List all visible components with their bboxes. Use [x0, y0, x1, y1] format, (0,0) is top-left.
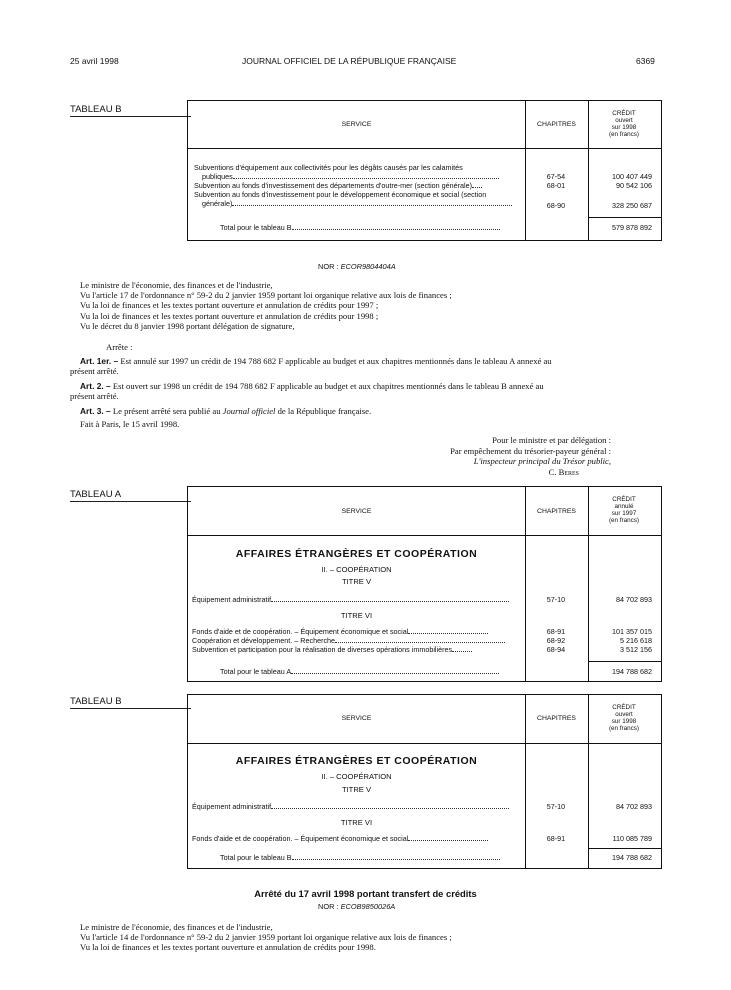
total-separator: [588, 848, 661, 849]
visas-block: [80, 280, 680, 331]
table-row: [192, 834, 520, 843]
fait-line: Fait à Paris, le 15 avril 1998.: [80, 419, 180, 429]
credit-head-line: CRÉDIT: [612, 496, 636, 503]
col-chapitres-head: CHAPITRES: [537, 715, 576, 722]
row-amount: 110 085 789: [612, 834, 652, 843]
credit-head-line: (en francs): [608, 725, 640, 732]
total-amount: 579 878 892: [612, 223, 652, 232]
total-label: Total pour le tableau B: [220, 223, 292, 232]
row-chapitre: 68-94: [546, 645, 566, 654]
article-label: Art. 3. –: [80, 406, 111, 416]
total-label: Total pour le tableau A: [220, 667, 292, 676]
section-title: II. – COOPÉRATION: [321, 565, 392, 574]
visa-line: Vu la loi de finances et les textes portant ouverture et annulation de crédits pour 1997 ;: [80, 300, 379, 311]
table-label-underline: [70, 708, 191, 709]
row-text: Subvention au fonds d'investissement des départements d'outre-mer (section générale): [194, 181, 473, 190]
signature-name: C. Beres: [548, 466, 579, 477]
article-2: [70, 381, 682, 401]
table-row: [194, 181, 522, 190]
signature-block: [450, 435, 611, 477]
header-date: 25 avril 1998: [70, 56, 119, 66]
row-chapitre: 57-10: [546, 802, 566, 811]
visa-line: Vu la loi de finances et les textes portant ouverture et annulation de crédits pour 1998.: [80, 942, 376, 953]
visa-line: Vu le décret du 8 janvier 1998 portant délégation de signature,: [80, 320, 295, 331]
row-chapitre: 68-91: [546, 834, 566, 843]
table-label-underline: [70, 116, 191, 117]
header-separator: [188, 743, 661, 744]
total-label: Total pour le tableau B: [220, 853, 292, 862]
visa-line: Vu l'article 14 de l'ordonnance n° 59-2 du 2 janvier 1959 portant loi organique relative aux lois de finances ;: [80, 932, 452, 943]
credit-head-line: (en francs): [608, 131, 640, 138]
table-b-second: [187, 694, 662, 869]
total-row: [220, 223, 520, 232]
row-amount: 84 702 893: [616, 595, 652, 604]
credit-head-line: ouvert: [615, 117, 633, 124]
arrete-line: Arrête :: [106, 342, 133, 352]
titre-v: TITRE V: [341, 785, 372, 794]
row-amount: 84 702 893: [616, 802, 652, 811]
table-row: [192, 595, 520, 604]
row-amount: 5 216 618: [620, 636, 652, 645]
leader-dots: [233, 178, 499, 179]
row-text: Équipement administratif: [192, 595, 272, 604]
leader-dots: [291, 673, 499, 674]
table-label-underline: [70, 501, 191, 502]
titre-vi: TITRE VI: [340, 818, 373, 827]
total-row: [220, 853, 520, 862]
titre-v: TITRE V: [341, 577, 372, 586]
row-text: Coopération et développement. – Recherche: [192, 636, 336, 645]
section-title: II. – COOPÉRATION: [321, 772, 392, 781]
col-credit-head: [588, 704, 660, 732]
row-chapitre: 68-91: [546, 627, 566, 636]
page-number: 6369: [636, 56, 655, 66]
table-row: [192, 645, 520, 654]
article-italic: Journal officiel: [222, 406, 276, 416]
row-amount: 100 407 449: [612, 172, 652, 181]
nor-prefix: NOR :: [318, 262, 339, 271]
visas-block: [80, 922, 680, 953]
signature-line: Par empêchement du trésorier-payeur général :: [450, 445, 611, 456]
visa-line: Vu l'article 17 de l'ordonnance n° 59-2 du 2 janvier 1959 portant loi organique relative aux lois de finances ;: [80, 290, 452, 301]
ministry-title: AFFAIRES ÉTRANGÈRES ET COOPÉRATION: [235, 548, 478, 560]
row-text: Équipement administratif: [192, 802, 272, 811]
article-1: [70, 356, 682, 376]
row-chapitre: 68-01: [546, 181, 566, 190]
article-text: Est ouvert sur 1998 un crédit de 194 788 682 F applicable au budget et aux chapitres mentionnés dans le tableau B annexé au: [112, 381, 544, 391]
article-text: présent arrêté.: [70, 366, 119, 377]
article-text: Le présent arrêté sera publié au: [112, 406, 221, 416]
credit-head-line: sur 1998: [611, 124, 637, 131]
table-row: [192, 802, 520, 811]
row-chapitre: 57-10: [546, 595, 566, 604]
article-text: de la République française.: [277, 406, 372, 416]
row-amount: 101 357 015: [612, 627, 652, 636]
total-row: [220, 667, 520, 676]
leader-dots: [472, 187, 482, 188]
col-service-head: SERVICE: [341, 715, 372, 722]
table-b-label: TABLEAU B: [70, 696, 122, 707]
col-chapitres-head: CHAPITRES: [537, 121, 576, 128]
table-b-first: [187, 100, 662, 241]
nor-code: ECOR9804404A: [340, 262, 396, 271]
total-separator: [588, 661, 661, 662]
nor-reference: [318, 262, 396, 271]
table-row: Subvention au fonds d'investissement pour le développement économique et social (section: [194, 190, 487, 199]
credit-head-line: (en francs): [608, 517, 640, 524]
visa-line: Le ministre de l'économie, des finances et de l'industrie,: [80, 922, 273, 932]
row-text: Subvention et participation pour la réalisation de diverses opérations immobilières: [192, 645, 453, 654]
credit-head-line: ouvert: [615, 711, 633, 718]
signature-line: L'inspecteur principal du Trésor public,: [473, 456, 611, 466]
decree-title: Arrêté du 17 avril 1998 portant transfert de crédits: [254, 888, 477, 899]
header-separator: [188, 148, 661, 149]
row-text: générale): [202, 199, 233, 208]
row-text: publiques: [202, 172, 233, 181]
row-amount: 3 512 156: [620, 645, 652, 654]
table-row: [192, 636, 520, 645]
table-row: [202, 172, 520, 181]
header-separator: [188, 535, 661, 536]
total-amount: 194 788 682: [612, 667, 652, 676]
nor-reference: [318, 902, 395, 911]
col-credit-head: [588, 496, 660, 524]
credit-head-line: annulé: [614, 503, 634, 510]
table-row: [202, 199, 520, 208]
leader-dots: [292, 229, 500, 230]
credit-head-line: CRÉDIT: [612, 704, 636, 711]
leader-dots: [271, 601, 509, 602]
visa-line: Vu la loi de finances et les textes portant ouverture et annulation de crédits pour 1998 ;: [80, 310, 379, 321]
table-a-label: TABLEAU A: [70, 489, 122, 500]
table-row: [192, 627, 520, 636]
row-chapitre: 68-92: [546, 636, 566, 645]
leader-dots: [408, 840, 488, 841]
nor-prefix: NOR :: [318, 902, 339, 911]
article-3: [70, 406, 682, 416]
article-label: Art. 2. –: [80, 381, 111, 391]
row-chapitre: 68-90: [546, 201, 566, 210]
table-a: [187, 486, 662, 682]
article-text: Est annulé sur 1997 un crédit de 194 788 682 F applicable au budget et aux chapitres mentionnés dans le tableau A annexé au: [120, 356, 552, 366]
row-amount: 328 250 687: [612, 201, 652, 210]
col-service-head: SERVICE: [341, 508, 372, 515]
visa-line: Le ministre de l'économie, des finances et de l'industrie,: [80, 280, 273, 290]
col-chapitres-head: CHAPITRES: [537, 508, 576, 515]
article-text: présent arrêté.: [70, 391, 119, 402]
col-service-head: SERVICE: [341, 121, 372, 128]
credit-head-line: sur 1998: [611, 718, 637, 725]
total-separator: [588, 217, 661, 218]
leader-dots: [452, 651, 472, 652]
row-text: Fonds d'aide et de coopération. – Équipement économique et social: [192, 834, 409, 843]
leader-dots: [335, 642, 505, 643]
credit-head-line: CRÉDIT: [612, 110, 636, 117]
row-chapitre: 67-54: [546, 172, 566, 181]
signature-line: Pour le ministre et par délégation :: [492, 435, 611, 445]
leader-dots: [408, 633, 488, 634]
leader-dots: [292, 859, 500, 860]
row-amount: 90 542 106: [616, 181, 652, 190]
table-b-label: TABLEAU B: [70, 104, 122, 115]
col-credit-head: [588, 110, 660, 138]
total-amount: 194 788 682: [612, 853, 652, 862]
header-title: JOURNAL OFFICIEL DE LA RÉPUBLIQUE FRANÇAISE: [242, 56, 457, 66]
titre-vi: TITRE VI: [340, 611, 373, 620]
article-label: Art. 1er. –: [80, 356, 119, 366]
credit-head-line: sur 1997: [611, 510, 637, 517]
leader-dots: [271, 808, 509, 809]
table-row: Subventions d'équipement aux collectivités pour les dégâts causés par les calamités: [194, 163, 463, 172]
ministry-title: AFFAIRES ÉTRANGÈRES ET COOPÉRATION: [235, 755, 478, 767]
leader-dots: [232, 205, 512, 206]
row-text: Fonds d'aide et de coopération. – Équipement économique et social: [192, 627, 409, 636]
nor-code: ECOB9850026A: [340, 902, 396, 911]
